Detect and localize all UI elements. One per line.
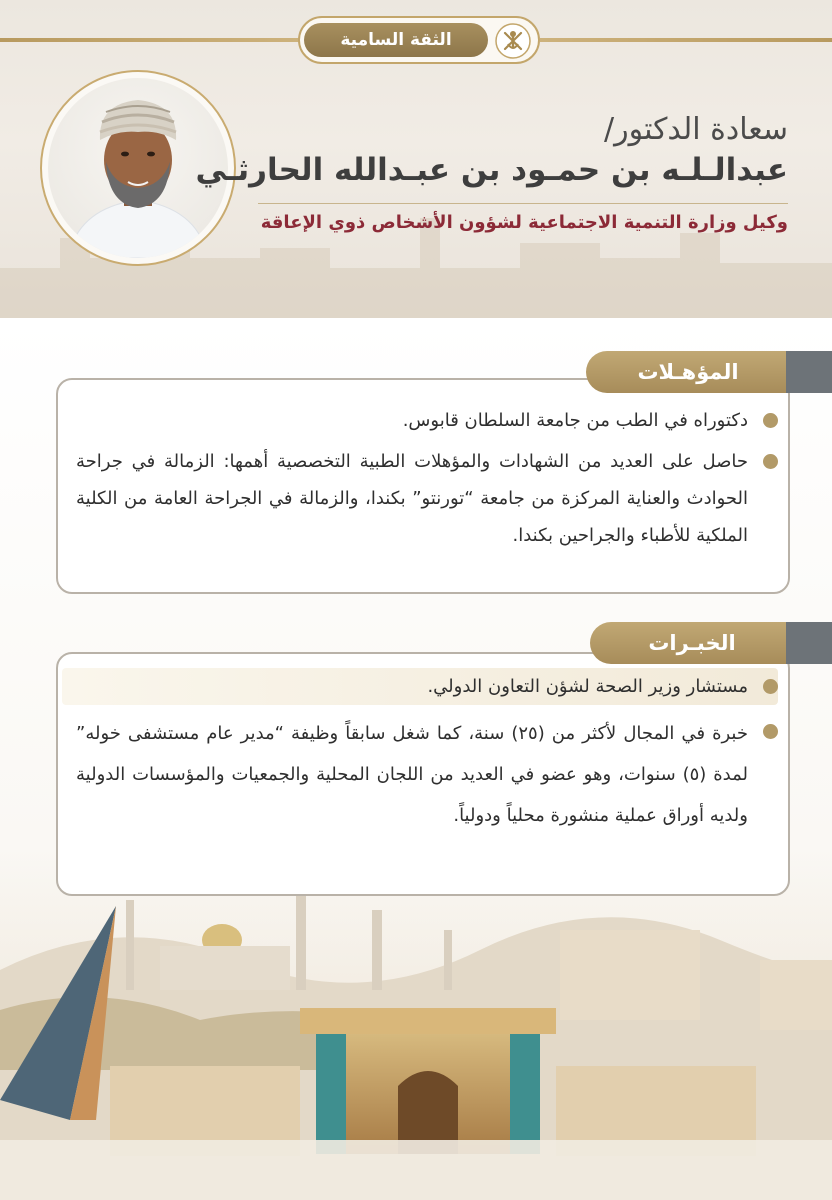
oman-emblem-icon [494, 22, 532, 60]
experience-heading: الخبـرات [590, 622, 794, 664]
job-position: وكيل وزارة التنمية الاجتماعية لشؤون الأشخاص ذوي الإعاقة [260, 212, 788, 233]
qualifications-heading: المؤهـلات [586, 351, 790, 393]
qualification-item: حاصل على العديد من الشهادات والمؤهلات الطبية التخصصية أهمها: الزمالة في جراحة الحوادث والعناية المركزة من جامعة “تورنتو” بكندا، والزمالة في الجراحة العامة من الكلية الملكية للأطباء والجراحين بكندا. [76, 443, 778, 554]
header-gold-rule-right [540, 38, 832, 42]
honorific-title: سعادة الدكتور/ [603, 112, 788, 147]
experience-item: مستشار وزير الصحة لشؤن التعاون الدولي. [62, 668, 778, 705]
qualifications-tab-accent [786, 351, 832, 393]
header-gold-rule-left [0, 38, 300, 42]
person-name: عبدالـلـه بن حمـود بن عبـدالله الحارثـي [195, 152, 788, 188]
qualification-item: دكتوراه في الطب من جامعة السلطان قابوس. [76, 402, 778, 439]
header-badge [298, 16, 540, 64]
experience-tab-accent [786, 622, 832, 664]
qualifications-tab [586, 351, 832, 393]
experience-list [76, 668, 778, 836]
header-banner [0, 0, 832, 318]
qualifications-list [76, 402, 778, 554]
header-badge-label: الثقة السامية [304, 23, 488, 57]
experience-tab [590, 622, 832, 664]
muscat-skyline-illustration [0, 850, 832, 1200]
name-divider [258, 203, 788, 204]
experience-item: خبرة في المجال لأكثر من (٢٥) سنة، كما شغل سابقاً وظيفة “مدير عام مستشفى خوله” لمدة (٥) سنوات، وهو عضو في العديد من اللجان المحلية والجمعيات والمؤسسات الدولية ولديه أوراق عملية منشورة محلياً ودولياً. [76, 713, 778, 836]
